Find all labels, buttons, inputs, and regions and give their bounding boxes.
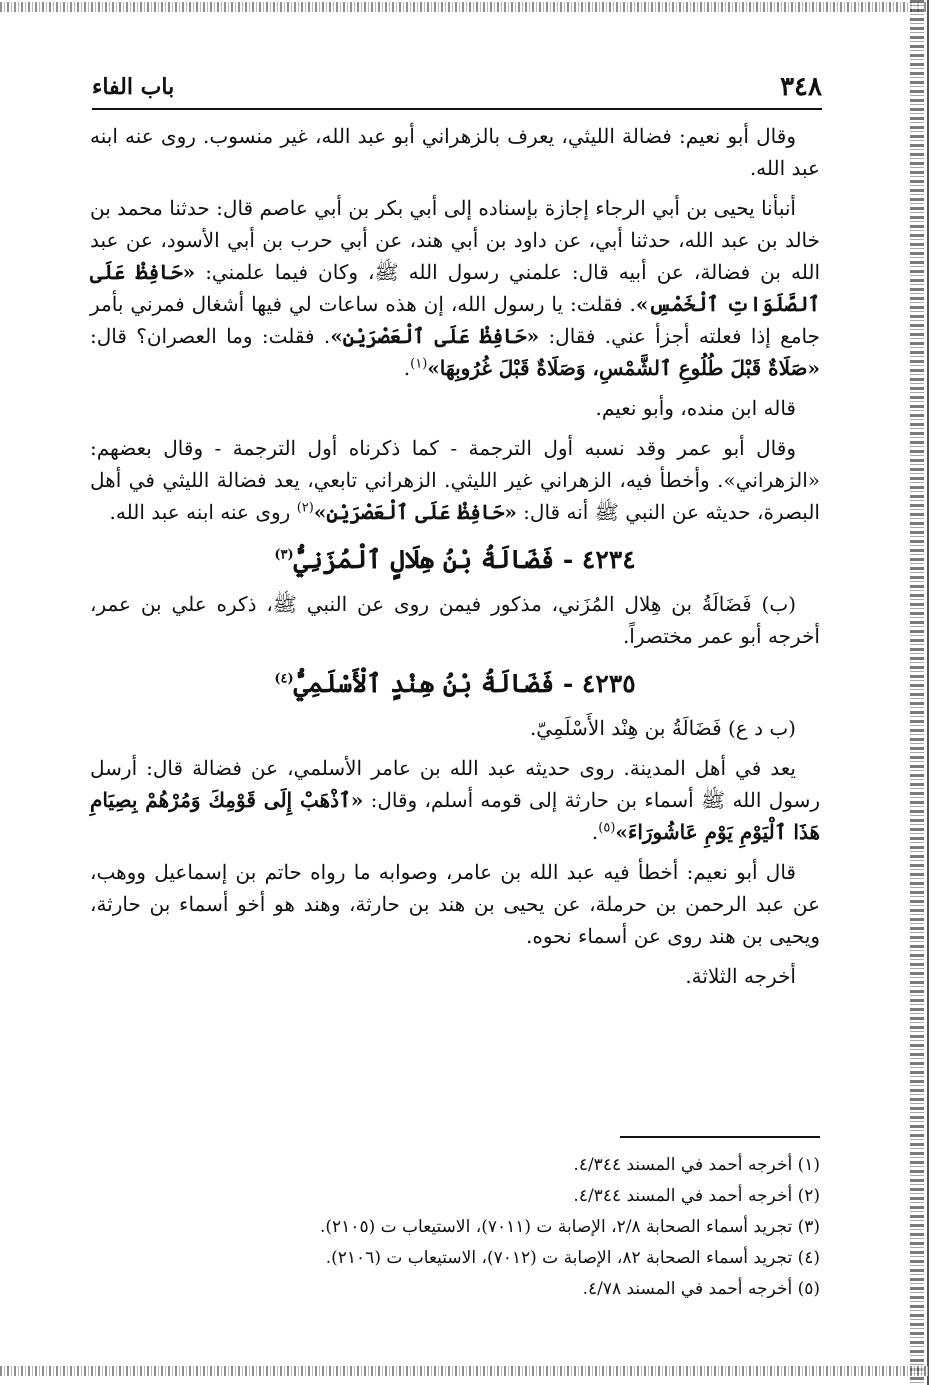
paragraph: [90, 120, 820, 184]
text-segment: ٤٢٣٤ - فَضَالَةُ بْنُ هِلَالٍ ٱلْمُزَنِيُّ: [293, 545, 636, 574]
paragraph: [90, 588, 820, 652]
text-segment: روى عنه ابنه عبد الله.: [109, 500, 297, 524]
entry-heading: [90, 542, 820, 578]
entry-heading: [90, 666, 820, 702]
text-segment: وقال أبو عمر وقد نسبه أول الترجمة - كما ذكرناه أول الترجمة - وقال بعضهم: «الزهراني». وأخطأ فيه، الزهراني غير الليثي. الزهراني تابعي، يعد فضالة الليثي في أهل البصرة، حديثه عن النبي ﷺ أنه قال:: [90, 436, 820, 524]
paragraph: [90, 192, 820, 384]
page-header: [92, 68, 822, 104]
main-text: [90, 120, 820, 1000]
paragraph: [90, 960, 820, 992]
text-segment: أخرجه الثلاثة.: [685, 964, 796, 988]
hadith-quote: «حَافِظْ عَلَى ٱلصَّلَوَاتِ ٱلْخَمْسِ»: [90, 260, 821, 316]
footnote-ref: (٢): [296, 500, 314, 516]
text-segment: .: [591, 820, 599, 844]
footnote: (٣) تجريد أسماء الصحابة ٢/٨، الإصابة ت (٧٠١١)، الاستيعاب ت (٢١٠٥).: [320, 1217, 820, 1237]
text-segment: وقال أبو نعيم: فضالة الليثي، يعرف بالزهراني أبو عبد الله، غير منسوب. روى عنه ابنه عبد الله.: [90, 124, 820, 180]
text-segment: .: [403, 356, 411, 380]
text-segment: يعد في أهل المدينة. روى حديثه عبد الله بن عامر الأسلمي، عن فضالة قال: أرسل رسول الله ﷺ أسماء بن حارثة إلى قومه أسلم، وقال:: [90, 756, 820, 812]
page-border-right-line: [927, 0, 929, 1385]
page-border-top: [0, 2, 928, 12]
paragraph: [90, 712, 820, 744]
page-border-right: [910, 0, 924, 1385]
hadith-quote: «حَافِظْ عَلَى ٱلْعَصْرَيْنِ»: [313, 500, 517, 524]
text-segment: (ب) فَضَالَةُ بن هِلال المُزَني، مذكور فيمن روى عن النبي ﷺ، ذكره علي بن عمر، أخرجه أبو عمر مختصراً.: [90, 592, 820, 648]
footnote-separator: [620, 1136, 820, 1138]
chapter-title: باب الفاء: [92, 74, 175, 100]
paragraph: [90, 392, 820, 424]
text-segment: (ب د ع) فَضَالَةُ بن هِنْد الأَسْلَمِيّ.: [529, 716, 796, 740]
footnote-ref: (٣): [274, 547, 294, 563]
footnote-ref: (٤): [274, 671, 294, 687]
footnote: (٥) أخرجه أحمد في المسند ٤/٧٨.: [582, 1279, 820, 1299]
paragraph: [90, 432, 820, 528]
footnotes: [100, 1150, 820, 1305]
header-rule: [92, 108, 822, 110]
text-segment: قال أبو نعيم: أخطأ فيه عبد الله بن عامر، وصوابه ما رواه حاتم بن إسماعيل ووهب، عن عبد الرحمن بن حرملة، عن يحيى بن هند بن حارثة، وهند هو أخو أسماء بن حارثة، ويحيى بن هند روى عن أسماء نحوه.: [90, 860, 820, 948]
footnote: (٢) أخرجه أحمد في المسند ٤/٣٤٤.: [573, 1186, 820, 1206]
paragraph: [90, 856, 820, 952]
text-segment: . فقلت: وما العصران؟ قال:: [90, 324, 331, 348]
page-number: ٣٤٨: [780, 72, 822, 102]
text-segment: أنبأنا يحيى بن أبي الرجاء إجازة بإسناده إلى أبي بكر بن أبي عاصم قال: حدثنا محمد بن خالد بن عبد الله، حدثنا أبي، عن داود بن أبي هند، عن أبي حرب بن أبي الأسود، عن عبد الله بن فضالة، عن أبيه قال: علمني رسول الله ﷺ، وكان فيما علمني:: [90, 196, 820, 284]
hadith-quote: «حَافِظْ عَلَى ٱلْعَصْرَيْنِ»: [330, 324, 540, 348]
text-segment: . فقلت: يا رسول الله، إن هذه ساعات لي فيها أشغال فمرني بأمر جامع إذا فعلته أجزأ عني. فقال:: [90, 292, 820, 348]
footnote: (٤) تجريد أسماء الصحابة ٨٢، الإصابة ت (٧٠١٢)، الاستيعاب ت (٢١٠٦).: [325, 1248, 820, 1268]
paragraph: [90, 752, 820, 848]
footnote: (١) أخرجه أحمد في المسند ٤/٣٤٤.: [573, 1155, 820, 1175]
hadith-quote: «ٱذْهَبْ إِلَى قَوْمِكَ وَمُرْهُمْ بِصِيَامِ هَذَا ٱلْيَوْمِ يَوْمِ عَاشُورَاءَ»: [90, 788, 820, 844]
text-segment: قاله ابن منده، وأبو نعيم.: [595, 396, 796, 420]
text-segment: ٤٢٣٥ - فَضَالَةُ بْنُ هِنْدٍ ٱلْأَسْلَمِيُّ: [293, 669, 636, 698]
footnote-ref: (٥): [598, 820, 616, 836]
page-border-bottom: [0, 1366, 928, 1376]
hadith-quote: «صَلَاةٌ قَبْلَ طُلُوعِ ٱلشَّمْسِ، وَصَلَاةٌ قَبْلَ غُرُوبِهَا»: [427, 356, 820, 380]
footnote-ref: (١): [410, 356, 428, 372]
